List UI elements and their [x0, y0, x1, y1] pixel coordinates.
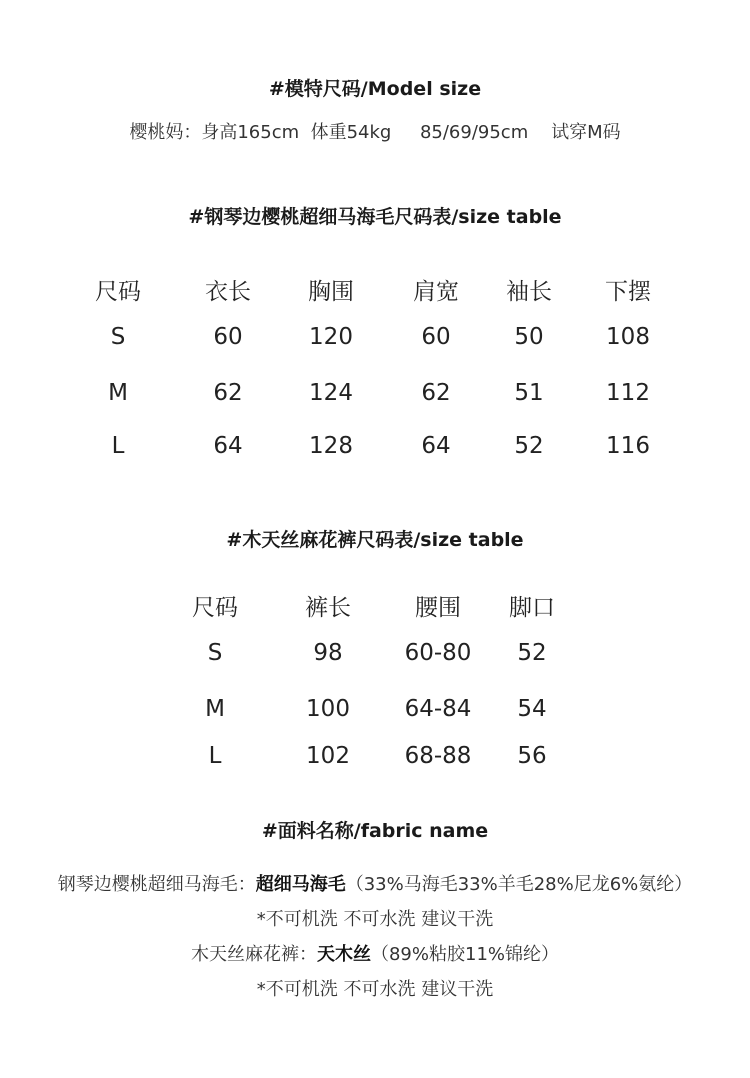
- top-size-table-cell: 62: [213, 380, 243, 406]
- pants-size-table-cell: 98: [313, 640, 343, 666]
- pants-size-table-header-cell: 腰围: [415, 595, 461, 621]
- pants-size-table-cell: 68-88: [404, 743, 472, 769]
- pants-size-table-cell: 100: [306, 696, 350, 722]
- pants-size-table-cell: 60-80: [404, 640, 472, 666]
- top-size-table-cell: 120: [309, 324, 353, 350]
- top-size-table-header-cell: 胸围: [308, 279, 354, 305]
- fabric-item-1: [0, 870, 750, 896]
- pants-size-table-header-cell: 脚口: [509, 595, 555, 621]
- top-size-table-cell: 64: [421, 433, 451, 459]
- pants-size-table-header-cell: 裤长: [305, 595, 351, 621]
- top-size-table-cell: 52: [514, 433, 544, 459]
- pants-size-table-cell: 64-84: [404, 696, 472, 722]
- top-size-table-cell: S: [110, 324, 126, 350]
- top-size-table-cell: 116: [606, 433, 650, 459]
- top-size-table-cell: 64: [213, 433, 243, 459]
- care-instructions-1: *不可机洗 不可水洗 建议干洗: [256, 909, 494, 930]
- top-size-table-cell: 124: [309, 380, 353, 406]
- fabric-item-1-detail: （33%马海毛33%羊毛28%尼龙6%氨纶）: [345, 874, 693, 895]
- top-size-table-heading: #钢琴边樱桃超细马海毛尺码表/size table: [188, 206, 562, 228]
- top-size-table-header-cell: 肩宽: [413, 279, 459, 305]
- pants-size-table-cell: 54: [517, 696, 547, 722]
- fabric-item-2-material: 天木丝: [316, 944, 371, 965]
- top-size-table-cell: 60: [421, 324, 451, 350]
- pants-size-table-cell: 102: [306, 743, 350, 769]
- model-size-heading: #模特尺码/Model size: [268, 78, 482, 100]
- top-size-table-header-cell: 袖长: [506, 279, 552, 305]
- top-size-table-cell: M: [108, 380, 128, 406]
- pants-size-table-header-cell: 尺码: [192, 595, 238, 621]
- pants-size-table-cell: L: [208, 743, 222, 769]
- fabric-heading: #面料名称/fabric name: [261, 820, 489, 842]
- top-size-table-cell: 51: [514, 380, 544, 406]
- top-size-table-cell: L: [111, 433, 125, 459]
- top-size-table-cell: 128: [309, 433, 353, 459]
- fabric-item-2-detail: （89%粘胶11%锦纶）: [370, 944, 559, 965]
- top-size-table-header-cell: 衣长: [205, 279, 251, 305]
- top-size-table-cell: 50: [514, 324, 544, 350]
- pants-size-table-cell: 56: [517, 743, 547, 769]
- top-size-table-cell: 60: [213, 324, 243, 350]
- pants-size-table-cell: S: [207, 640, 223, 666]
- fabric-item-2: [0, 940, 750, 966]
- fabric-item-2-label: 木天丝麻花裤：: [190, 944, 317, 965]
- top-size-table-header-cell: 下摆: [605, 279, 651, 305]
- top-size-table-cell: 62: [421, 380, 451, 406]
- care-instructions-2: *不可机洗 不可水洗 建议干洗: [256, 979, 494, 1000]
- pants-size-table-cell: 52: [517, 640, 547, 666]
- fabric-item-1-label: 钢琴边樱桃超细马海毛：: [57, 874, 256, 895]
- pants-size-table-heading: #木天丝麻花裤尺码表/size table: [226, 529, 524, 551]
- pants-size-table-cell: M: [205, 696, 225, 722]
- top-size-table-cell: 112: [606, 380, 650, 406]
- top-size-table-cell: 108: [606, 324, 650, 350]
- model-size-info: 樱桃妈：身高165cm 体重54kg 85/69/95cm 试穿M码: [129, 122, 621, 143]
- top-size-table-header-cell: 尺码: [95, 279, 141, 305]
- fabric-item-1-material: 超细马海毛: [255, 874, 346, 895]
